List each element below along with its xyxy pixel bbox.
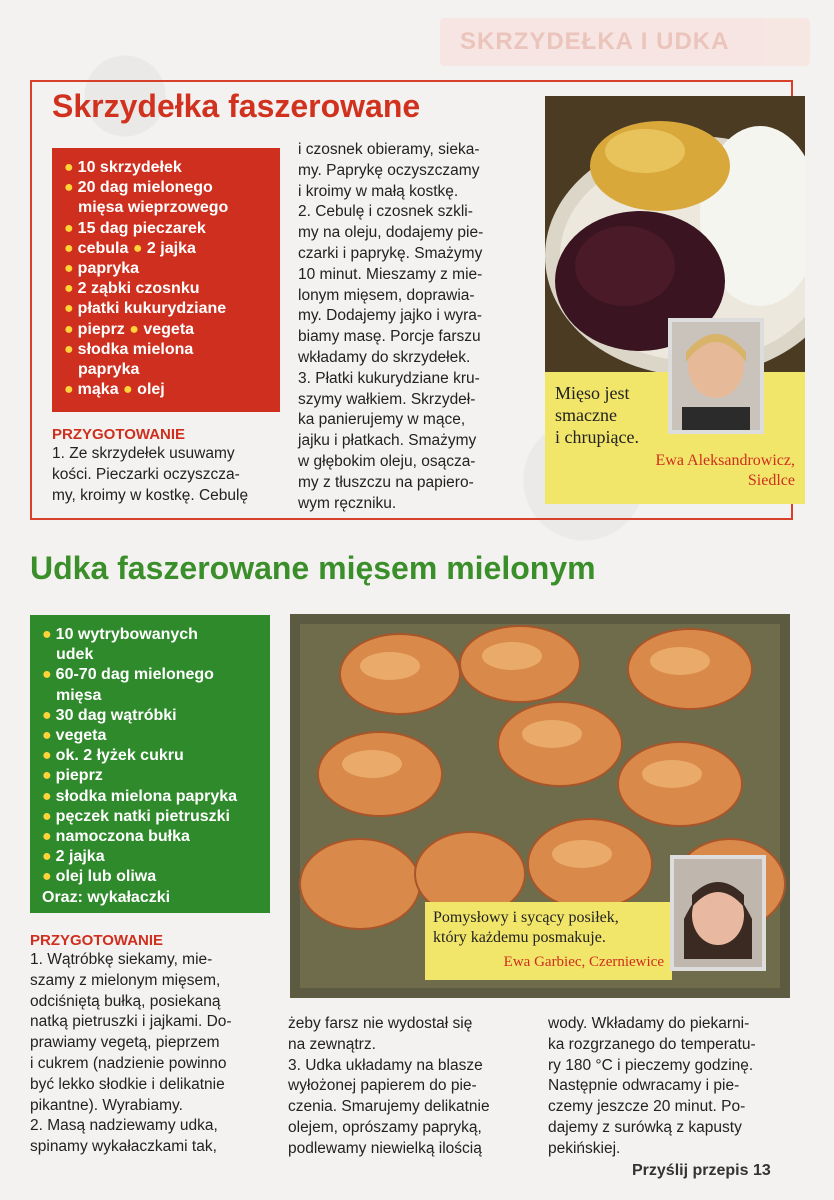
ingredient-text: mięsa wieprzowego <box>78 199 229 217</box>
recipe2-caption-author: Ewa Garbiec, Czerniewice <box>503 954 664 970</box>
bullet-icon: ● <box>64 381 74 399</box>
bullet-icon: ● <box>64 320 74 338</box>
ingredient-text: pieprz <box>55 767 103 785</box>
ingredient-line <box>42 847 260 867</box>
ingredient-text: 2 ząbki czosnku <box>77 280 200 298</box>
bullet-icon: ● <box>42 807 52 825</box>
bullet-icon: ● <box>42 626 52 643</box>
recipe2-title: Udka faszerowane mięsem mielonym <box>30 550 596 586</box>
bullet-icon: ● <box>64 340 74 358</box>
bullet-icon: ● <box>42 848 52 866</box>
bullet-icon: ● <box>42 747 52 765</box>
recipe2-prep-col2: żeby farsz nie wydostał się na zewnątrz. 3. Udka układamy na blasze wyłożonej papierem do pie- czenia. Smarujemy delikatnie olejem, oprószamy papryką, podlewamy niewielką ilością <box>288 1015 490 1157</box>
ingredient-text: ok. 2 łyżek cukru <box>55 747 184 765</box>
ingredient-line <box>42 625 260 645</box>
recipe2-prep-col1: 1. Wątróbkę siekamy, mie- szamy z mielonym mięsem, odciśniętą bułką, posiekaną natką pietruszki i jajkami. Do- prawiamy vegetą, pieprzem i cukrem (nadzienie powinno być lekko słodkie i delikatnie pikantne). Wyrabiamy. 2. Masą nadziewamy udka, spinamy wykałaczkami tak, <box>30 951 232 1156</box>
bullet-icon: ● <box>42 727 52 745</box>
recipe2-prep-col3: wody. Wkładamy do piekarni- ka rozgrzanego do temperatu- ry 180 °C i pieczemy godzinę. Następnie odwracamy i pie- czemy jeszcze 20 minut. Po- dajemy z surówką z kapusty pekińskiej. <box>548 1015 756 1157</box>
ingredient-line <box>42 665 260 685</box>
ingredient-line <box>64 320 270 340</box>
bullet-icon: ● <box>64 260 74 278</box>
ingredient-text: namoczona bułka <box>55 828 190 846</box>
recipe2-caption-quote: Pomysłowy i sycący posiłek, który każdemu posmakuje. <box>433 909 619 946</box>
ingredient-text: pieprz ● vegeta <box>77 320 195 338</box>
recipe1-title: Skrzydełka faszerowane <box>52 88 421 124</box>
ingredient-line <box>64 239 270 259</box>
ingredient-text: 30 dag wątróbki <box>55 706 177 724</box>
bullet-icon: ● <box>64 219 74 237</box>
ingredient-text: mięsa <box>56 686 102 704</box>
ingredient-text: papryka <box>77 260 140 278</box>
ingredient-text: 60-70 dag mielonego <box>55 666 214 684</box>
ingredient-line <box>42 726 260 746</box>
ingredient-line <box>64 158 270 178</box>
ingredient-text: płatki kukurydziane <box>77 300 227 318</box>
section-header-strip: SKRZYDEŁKA I UDKA <box>440 18 810 66</box>
ingredient-text: udek <box>56 646 94 664</box>
ingredient-line <box>64 259 270 279</box>
ingredient-line <box>64 360 270 380</box>
ingredient-text: słodka mielona <box>77 340 194 358</box>
ingredient-line <box>42 867 260 887</box>
ingredient-text: vegeta <box>55 727 107 745</box>
footer-page-number: Przyślij przepis 13 <box>632 1162 771 1179</box>
recipe1-prep-col1: 1. Ze skrzydełek usuwamy kości. Pieczarki oczyszcza- my, kroimy w kostkę. Cebulę <box>52 445 249 504</box>
bullet-icon: ● <box>64 280 74 298</box>
recipe1-caption-quote: Mięso jest smaczne i chrupiące. <box>555 383 639 447</box>
ingredient-text: papryka <box>78 361 140 379</box>
recipe2-prep-heading: PRZYGOTOWANIE <box>30 932 164 949</box>
ingredient-text: słodka mielona papryka <box>55 787 238 805</box>
author1-portrait <box>668 318 764 434</box>
recipe1-prep-heading: PRZYGOTOWANIE <box>52 426 186 443</box>
ingredient-text: 15 dag pieczarek <box>77 219 206 237</box>
bullet-icon: ● <box>64 159 74 176</box>
recipe1-caption-author: Ewa Aleksandrowicz, <box>655 452 795 469</box>
ingredient-line <box>64 279 270 299</box>
recipe2-caption <box>425 902 672 980</box>
ingredient-text: 20 dag mielonego <box>77 179 213 197</box>
ingredient-line <box>64 198 270 218</box>
ingredient-line <box>42 807 260 827</box>
ingredient-text: cebula ● 2 jajka <box>77 239 196 257</box>
bullet-icon: ● <box>42 706 52 724</box>
ingredient-text: mąka ● olej <box>77 381 165 399</box>
ingredient-line <box>42 888 260 908</box>
ingredient-line <box>42 706 260 726</box>
ingredient-text: olej lub oliwa <box>55 868 157 886</box>
ingredient-line <box>64 219 270 239</box>
ingredient-line <box>42 645 260 665</box>
recipe1-prep-col2: i czosnek obieramy, sieka- my. Paprykę oczyszczamy i kroimy w małą kostkę. 2. Cebulę i czosnek szkli- my na oleju, dodajemy pie- czarki i paprykę. Smażymy 10 minut. Mieszamy z mie- lonym mięsem, doprawia- my. Dodajemy jajko i wyra- biamy masę. Porcje farszu wkładamy do skrzydełek. 3. Płatki kukurydziane kru- szymy wałkiem. Skrzydeł- ka panierujemy w mące, jajku i płatkach. Smażymy w głębokim oleju, osącza- my z tłuszczu na papiero- wym ręczniku. <box>298 141 484 512</box>
bullet-icon: ● <box>64 239 74 257</box>
ingredient-line <box>42 686 260 706</box>
ingredient-line <box>42 746 260 766</box>
recipe2-ingredients-box <box>30 615 270 913</box>
ingredient-text: Oraz: wykałaczki <box>42 888 171 906</box>
author2-portrait <box>670 855 766 971</box>
ingredient-line <box>42 766 260 786</box>
ingredient-line <box>42 827 260 847</box>
ingredient-text: 10 skrzydełek <box>77 159 182 176</box>
author1-face <box>672 322 760 430</box>
author2-face <box>674 859 762 967</box>
bullet-icon: ● <box>42 868 52 886</box>
bullet-icon: ● <box>64 179 74 197</box>
ingredient-line <box>64 380 270 400</box>
ingredient-line <box>64 340 270 360</box>
bullet-icon: ● <box>42 767 52 785</box>
ingredient-line <box>42 787 260 807</box>
bullet-icon: ● <box>42 828 52 846</box>
ingredient-text: 2 jajka <box>55 848 105 866</box>
ingredient-line <box>64 299 270 319</box>
bullet-icon: ● <box>64 300 74 318</box>
ingredient-text: 10 wytrybowanych <box>55 626 198 643</box>
recipe1-ingredients-box <box>52 148 280 412</box>
ingredient-line <box>64 178 270 198</box>
recipe1-caption-city: Siedlce <box>747 472 795 489</box>
bullet-icon: ● <box>42 787 52 805</box>
bullet-icon: ● <box>42 666 52 684</box>
ingredient-text: pęczek natki pietruszki <box>55 807 230 825</box>
